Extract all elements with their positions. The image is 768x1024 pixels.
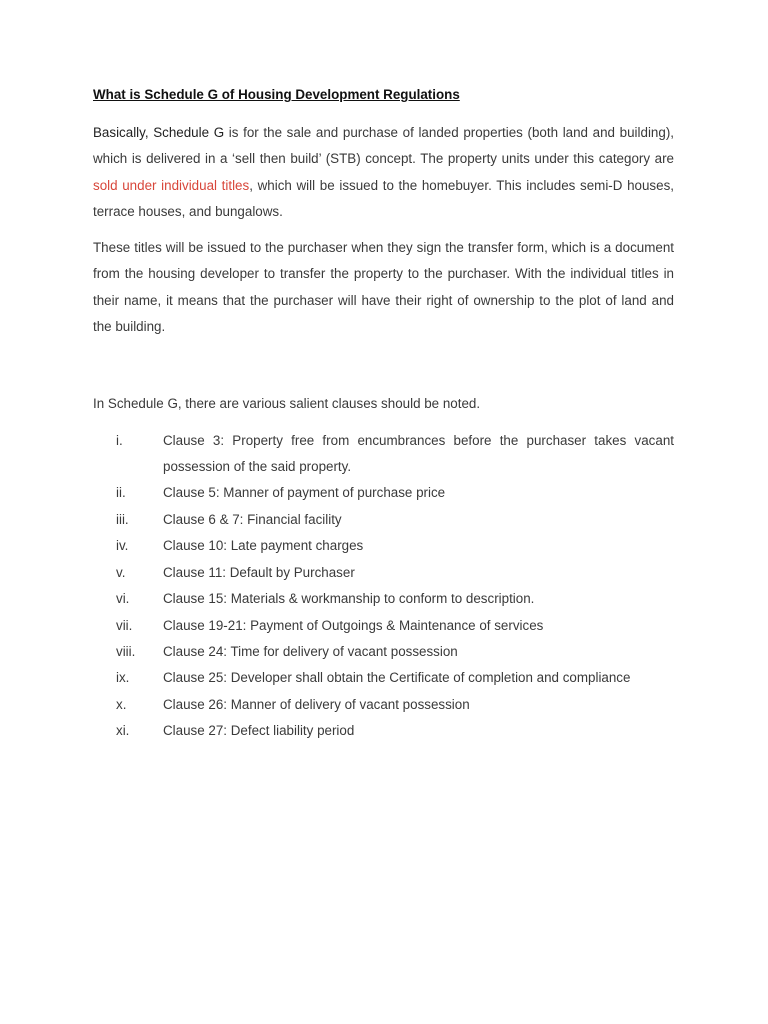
document-page <box>93 86 674 745</box>
clause-list-item <box>93 692 674 718</box>
clause-list-item <box>93 480 674 506</box>
clause-number: i. <box>116 432 123 448</box>
clause-text: Clause 3: Property free from encumbrances before the purchaser takes vacant possession of the said property. <box>163 432 674 475</box>
clause-text: Clause 10: Late payment charges <box>163 538 364 554</box>
paragraph-text-after-highlight: , which will be issued to the homebuyer. This includes semi-D houses, terrace houses, and bungalows. <box>93 177 674 219</box>
clause-text: Clause 6 & 7: Financial facility <box>163 511 342 527</box>
clause-list-item <box>93 665 674 691</box>
paragraph-titles-issuance: These titles will be issued to the purchaser when they sign the transfer form, which is a document from the housing developer to transfer the property to the purchaser. With the individual titles in their name, it means that the purchaser will have their right of ownership to the plot of land and the building. <box>93 240 674 335</box>
clause-list-item <box>93 428 674 481</box>
clauses-intro: In Schedule G, there are various salient clauses should be noted. <box>93 396 481 412</box>
paragraph-schedule-g-definition <box>93 120 674 225</box>
clause-number: xi. <box>116 723 130 739</box>
clause-number: x. <box>116 696 127 712</box>
clause-list-item <box>93 560 674 586</box>
clause-list-item <box>93 586 674 612</box>
clause-number: vii. <box>116 617 133 633</box>
clause-list-item <box>93 718 674 744</box>
clause-number: ix. <box>116 670 130 686</box>
clause-text: Clause 25: Developer shall obtain the Certificate of completion and compliance <box>163 670 631 686</box>
clause-text: Clause 11: Default by Purchaser <box>163 564 355 580</box>
paragraph-text-before-highlight: is for the sale and purchase of landed properties (both land and building), which is delivered in a ‘sell then build’ (STB) concept. The property units under this category are <box>93 125 675 167</box>
clause-text: Clause 15: Materials & workmanship to conform to description. <box>163 591 535 607</box>
highlighted-text: sold under individual titles <box>93 177 250 193</box>
clause-text: Clause 19-21: Payment of Outgoings & Maintenance of services <box>163 617 544 633</box>
clause-number: iii. <box>116 511 129 527</box>
clause-number: viii. <box>116 643 136 659</box>
clause-list-item <box>93 507 674 533</box>
clause-number: vi. <box>116 591 130 607</box>
clause-number: ii. <box>116 485 126 501</box>
clause-list-item <box>93 533 674 559</box>
clause-number: v. <box>116 564 126 580</box>
clause-text: Clause 24: Time for delivery of vacant possession <box>163 643 458 659</box>
clause-list <box>93 428 674 745</box>
clause-number: iv. <box>116 538 129 554</box>
document-title: What is Schedule G of Housing Development Regulations <box>93 87 460 102</box>
clause-list-item <box>93 613 674 639</box>
clause-text: Clause 27: Defect liability period <box>163 723 355 739</box>
clause-list-item <box>93 639 674 665</box>
clause-text: Clause 5: Manner of payment of purchase price <box>163 485 446 501</box>
paragraph-lead: Basically, Schedule G <box>93 125 225 140</box>
clause-text: Clause 26: Manner of delivery of vacant possession <box>163 696 470 712</box>
